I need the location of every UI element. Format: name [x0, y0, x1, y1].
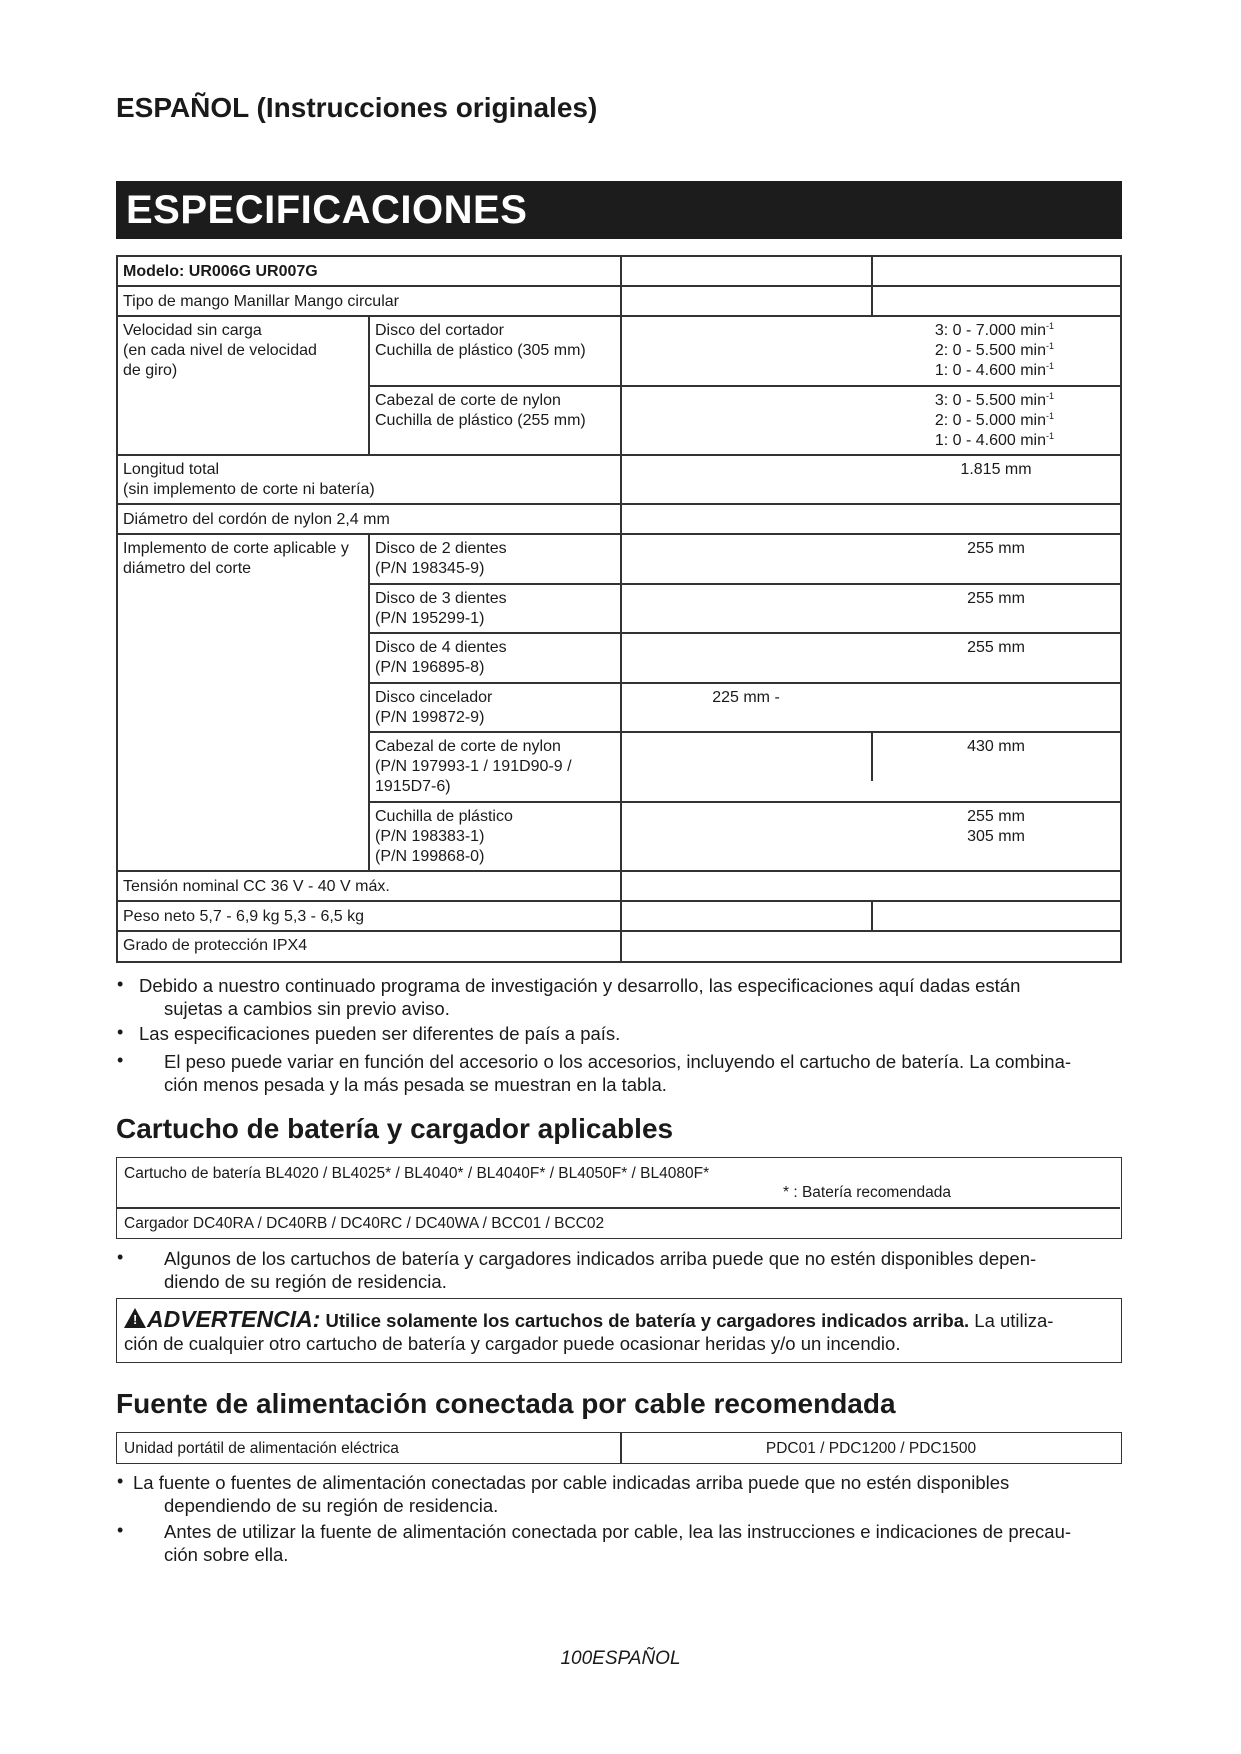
table-rule	[368, 385, 1122, 387]
table-rule	[368, 731, 1122, 733]
cutting-diameter-value: 255 mm 305 mm	[967, 808, 1025, 845]
cutting-diameter-value: 255 mm	[967, 639, 1025, 656]
spec-note: Debido a nuestro continuado programa de investigación y desarrollo, las especificaciones aquí dadas están sujetas a cambios sin previo aviso.	[139, 975, 1021, 1019]
battery-note: Algunos de los cartuchos de batería y cargadores indicados arriba puede que no estén disponibles depen- diendo de su región de residencia.	[164, 1248, 1037, 1292]
table-rule	[116, 285, 1122, 287]
spec-note: Las especificaciones pueden ser diferentes de país a país.	[139, 1023, 621, 1044]
speed-value: 2: 0 - 5.500 $\min^{-1}$	[934, 341, 1054, 359]
handle-type: Tipo de mango Manillar Mango circular	[123, 293, 399, 310]
power-unit-value: PDC01 / PDC1200 / PDC1500	[765, 1440, 977, 1457]
recommended-battery-note: * : Batería recomendada	[783, 1184, 952, 1201]
cutting-tool-item: Disco de 3 dientes (P/N 195299-1)	[375, 590, 507, 627]
speed-value: 3: 0 - 7.000 $\min^{-1}$	[934, 321, 1054, 339]
cutting-tool-item: Disco cincelador (P/N 199872-9)	[375, 689, 493, 726]
warning-text: La utiliza-	[974, 1310, 1054, 1331]
table-rule	[368, 315, 370, 455]
power-note: Antes de utilizar la fuente de alimentación conectada por cable, lea las instrucciones e indicaciones de precau- ción sobre ella.	[164, 1521, 1072, 1565]
table-rule	[368, 682, 1122, 684]
table-rule	[368, 583, 1122, 585]
battery-table	[116, 1157, 1122, 1239]
speed-value: 2: 0 - 5.000 $\min^{-1}$	[934, 411, 1054, 429]
cutting-tool-item: Cuchilla de plástico (P/N 198383-1) (P/N 199868-0)	[375, 808, 513, 865]
table-rule	[116, 930, 1122, 932]
table-rule	[620, 255, 622, 962]
warning-bold-text: Utilice solamente los cartuchos de batería y cargadores indicados arriba.	[325, 1310, 970, 1331]
table-rule	[368, 533, 370, 871]
table-rule	[116, 961, 1122, 963]
table-rule	[368, 632, 1122, 634]
speed-group-2-label: Cabezal de corte de nylon Cuchilla de plástico (255 mm)	[375, 392, 586, 429]
cutting-tool-label: Implemento de corte aplicable y diámetro del corte	[123, 540, 349, 577]
specifications-table	[116, 255, 1122, 963]
speed-group-1-values	[626, 321, 1054, 381]
page-footer: 100ESPAÑOL	[560, 1648, 681, 1669]
overall-length-value: 1.815 mm	[960, 461, 1032, 478]
warning-box	[116, 1298, 1122, 1363]
rated-voltage: Tensión nominal CC 36 V - 40 V máx.	[123, 878, 390, 895]
power-section-title: Fuente de alimentación conectada por cable recomendada	[116, 1388, 896, 1419]
warning-text-line2: ción de cualquier otro cartucho de batería y cargador puede ocasionar heridas y/o un incendio.	[124, 1333, 901, 1354]
page-language-title: ESPAÑOL (Instrucciones originales)	[116, 92, 598, 123]
spec-note: El peso puede variar en función del accesorio o los accesorios, incluyendo el cartucho de batería. La combina- ción menos pesada y la más pesada se muestran en la tabla.	[164, 1051, 1072, 1095]
speed-group-1-label: Disco del cortador Cuchilla de plástico (305 mm)	[375, 322, 586, 359]
no-load-speed-label: Velocidad sin carga (en cada nivel de velocidad de giro)	[123, 322, 317, 379]
table-rule	[116, 315, 1122, 317]
specifications-banner: ESPECIFICACIONES	[116, 181, 1122, 239]
table-rule	[116, 255, 118, 962]
warning-title: ADVERTENCIA:	[147, 1306, 321, 1332]
protection-grade: Grado de protección IPX4	[123, 937, 308, 954]
cutting-diameter-value: 255 mm	[967, 590, 1025, 607]
warning-icon: !	[124, 1308, 146, 1328]
table-rule	[116, 255, 1122, 257]
overall-length-label: Longitud total (sin implemento de corte ni batería)	[123, 461, 375, 498]
cutting-tool-item: Disco de 2 dientes (P/N 198345-9)	[375, 540, 507, 577]
net-weight: Peso neto 5,7 - 6,9 kg 5,3 - 6,5 kg	[123, 908, 365, 925]
table-rule	[116, 503, 1122, 505]
table-rule	[116, 533, 1122, 535]
table-rule	[117, 1207, 1120, 1209]
cutting-diameter-value: 430 mm	[967, 738, 1025, 755]
table-rule	[116, 454, 1122, 456]
cutting-tool-item: Disco de 4 dientes (P/N 196895-8)	[375, 639, 507, 676]
speed-value: 1: 0 - 4.600 $\min^{-1}$	[934, 431, 1054, 449]
battery-section-title: Cartucho de batería y cargador aplicables	[116, 1113, 674, 1144]
battery-row: Cartucho de batería BL4020 / BL4025* / BL4040* / BL4040F* / BL4050F* / BL4080F*	[124, 1165, 710, 1182]
table-rule	[116, 900, 1122, 902]
power-note: La fuente o fuentes de alimentación conectadas por cable indicadas arriba puede que no estén disponibles dependiendo de su región de residencia.	[133, 1472, 1010, 1516]
cutting-diameter-value: 255 mm	[967, 540, 1025, 557]
model-label: Modelo: UR006G UR007G	[123, 263, 318, 280]
table-rule	[116, 870, 1122, 872]
power-unit-label: Unidad portátil de alimentación eléctrica	[124, 1440, 399, 1457]
power-table	[116, 1432, 1122, 1464]
table-rule	[871, 255, 873, 316]
charger-row: Cargador DC40RA / DC40RB / DC40RC / DC40WA / BCC01 / BCC02	[124, 1215, 605, 1232]
speed-value: 1: 0 - 4.600 $\min^{-1}$	[934, 361, 1054, 379]
speed-group-2-values	[626, 391, 1054, 451]
table-rule	[368, 801, 1122, 803]
nylon-cord-diameter: Diámetro del cordón de nylon 2,4 mm	[123, 511, 390, 528]
cutting-diameter-value: 225 mm -	[712, 689, 780, 706]
speed-value: 3: 0 - 5.500 $\min^{-1}$	[934, 391, 1054, 409]
table-rule	[871, 900, 873, 931]
cutting-tool-item: Cabezal de corte de nylon (P/N 197993-1 / 191D90-9 / 1915D7-6)	[375, 738, 572, 795]
